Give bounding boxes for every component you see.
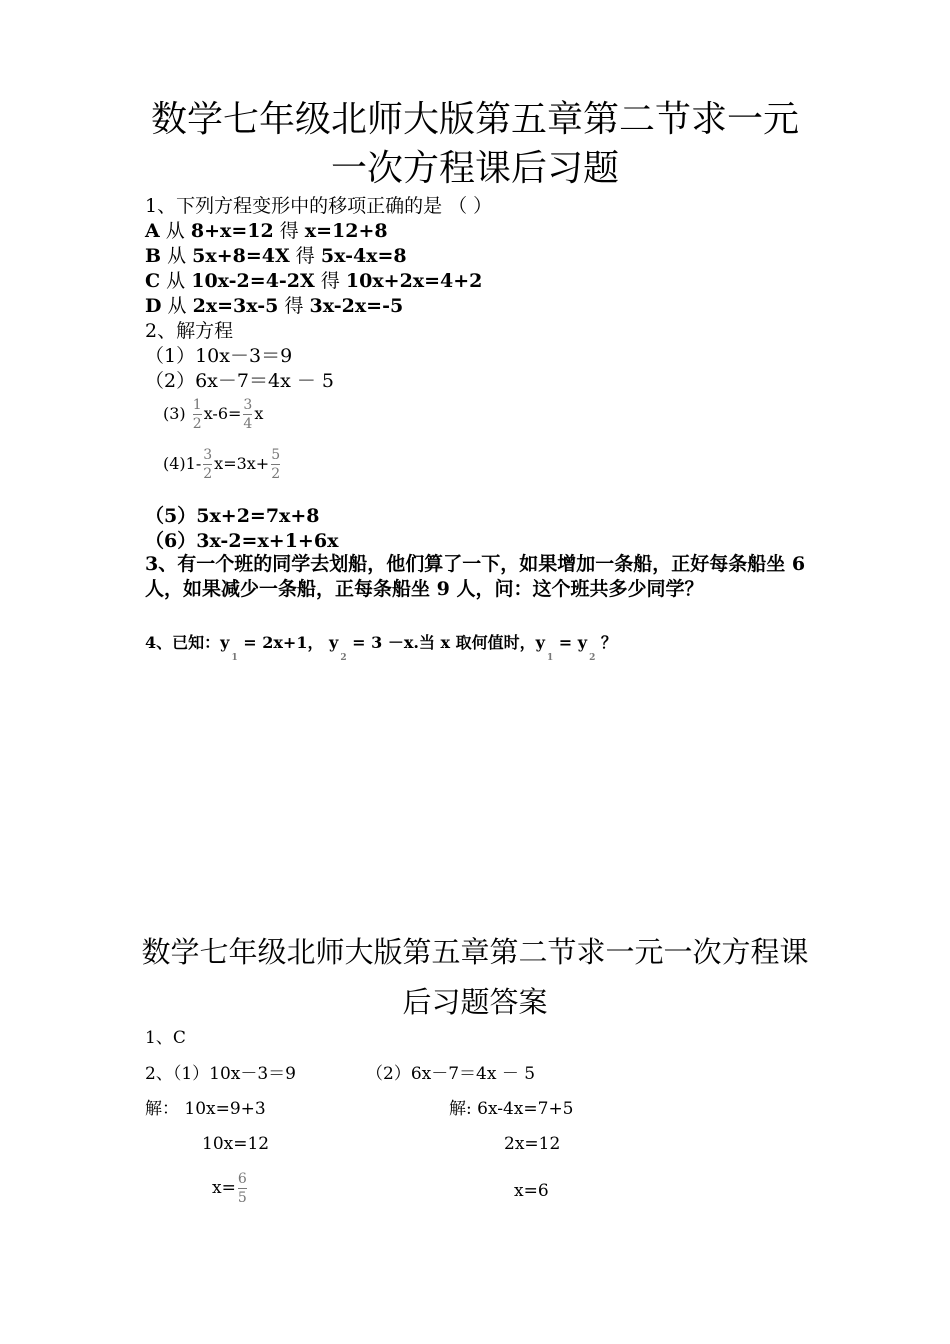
subscript: 1	[231, 653, 238, 663]
exercise-title-line1: 数学七年级北师大版第五章第二节求一元	[150, 99, 799, 140]
fraction-denominator: 5	[237, 1190, 247, 1206]
option-d-from: 从	[167, 295, 187, 317]
left-solution-step-1: 解： 10x=9+3	[145, 1099, 266, 1119]
question-4-part4: = y	[553, 633, 588, 652]
option-d-letter: D	[145, 295, 162, 317]
answers-title-line1: 数学七年级北师大版第五章第二节求一元一次方程课	[141, 935, 809, 969]
option-c-eq2: 10x+2x=4+2	[345, 270, 483, 292]
option-b-eq2: 5x-4x=8	[320, 245, 407, 267]
exercise-title-line2: 一次方程课后习题	[330, 148, 619, 189]
equation-4-prefix: (4)1-	[163, 454, 202, 473]
equation-2: （2）6x－7＝4x － 5	[145, 370, 334, 392]
option-c	[145, 269, 482, 293]
option-a	[145, 219, 388, 243]
right-solution-step-1: 解: 6x-4x=7+5	[449, 1099, 574, 1119]
fraction-numerator: 1	[192, 397, 202, 413]
equation-1: （1）10x－3＝9	[145, 345, 293, 367]
right-solution-step-2: 2x=12	[504, 1134, 561, 1154]
fraction-numerator: 3	[203, 447, 213, 463]
equation-4-middle: x=3x+	[214, 454, 270, 473]
left-solution-step-2: 10x=12	[202, 1134, 270, 1154]
option-b-letter: B	[145, 245, 162, 267]
option-c-from: 从	[166, 270, 186, 292]
option-a-from: 从	[165, 220, 185, 242]
option-a-eq1: 8+x=12	[190, 220, 274, 242]
option-d-eq1: 2x=3x-5	[192, 295, 279, 317]
answer-1: 1、C	[145, 1028, 186, 1048]
option-d-eq2: 3x-2x=-5	[309, 295, 404, 317]
subscript: 2	[340, 653, 347, 663]
equation-3-fraction-1	[193, 396, 202, 433]
fraction-denominator: 2	[203, 466, 213, 482]
equation-6: （6）3x-2=x+1+6x	[145, 530, 339, 552]
equation-4-fraction-2	[271, 446, 280, 483]
fraction-denominator: 2	[192, 416, 202, 432]
left-solution-step-3	[212, 1170, 249, 1207]
question-4-part3: = 3 －x.当 x 取何值时，y	[346, 633, 545, 652]
option-b-eq1: 5x+8=4X	[192, 245, 290, 267]
right-solution-step-3: x=6	[514, 1181, 549, 1201]
answers-title-line2: 后习题答案	[402, 985, 548, 1019]
answer-2-left-heading: 2、（1）10x－3＝9	[145, 1064, 296, 1084]
equation-4-fraction-1	[203, 446, 212, 483]
question-4-part2: = 2x+1， y	[237, 633, 339, 652]
option-d	[145, 294, 403, 318]
option-a-letter: A	[145, 220, 160, 242]
equation-5: （5）5x+2=7x+8	[145, 505, 320, 527]
equation-3-middle: x-6=	[203, 404, 242, 423]
option-a-eq2: x=12+8	[304, 220, 388, 242]
option-d-get: 得	[284, 295, 304, 317]
option-b	[145, 244, 407, 268]
fraction-numerator: 3	[243, 397, 253, 413]
question-2-stem: 2、解方程	[145, 320, 234, 342]
equation-3-end: x	[254, 404, 264, 423]
option-c-letter: C	[145, 270, 161, 292]
option-b-get: 得	[295, 245, 315, 267]
left-solution-fraction	[238, 1170, 247, 1207]
equation-3-fraction-2	[243, 396, 252, 433]
option-a-get: 得	[279, 220, 299, 242]
answer-2-right-heading: （2）6x－7＝4x － 5	[366, 1064, 536, 1084]
option-c-eq1: 10x-2=4-2X	[191, 270, 315, 292]
question-4	[145, 631, 617, 663]
question-4-part1: 4、已知：y	[145, 633, 230, 652]
option-c-get: 得	[320, 270, 340, 292]
equation-4	[163, 446, 282, 483]
fraction-denominator: 2	[271, 466, 281, 482]
left-solution-step-3-prefix: x=	[212, 1178, 236, 1198]
question-1-stem: 1、下列方程变形中的移项正确的是 （ ）	[145, 195, 493, 217]
fraction-numerator: 5	[271, 447, 281, 463]
subscript: 2	[589, 653, 596, 663]
fraction-numerator: 6	[237, 1171, 247, 1187]
subscript: 1	[546, 653, 554, 663]
question-4-part5: ？	[595, 633, 617, 652]
equation-3-prefix: (3)	[163, 404, 186, 423]
option-b-from: 从	[167, 245, 187, 267]
question-3: 3、有一个班的同学去划船，他们算了一下，如果增加一条船，正好每条船坐 6 人，如果减少一条船，正每条船坐 9 人，问：这个班共多少同学？	[145, 553, 806, 600]
equation-3	[163, 396, 263, 433]
fraction-denominator: 4	[243, 416, 253, 432]
